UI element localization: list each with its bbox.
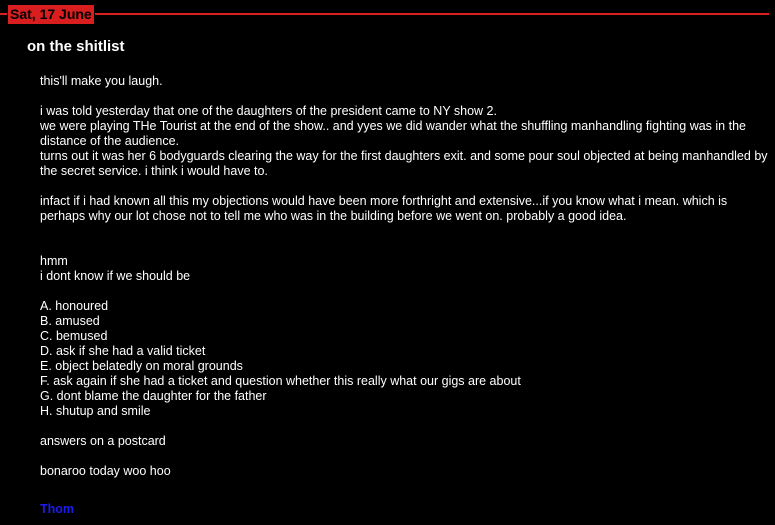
date-header bbox=[0, 4, 775, 24]
post-question: i dont know if we should be bbox=[40, 269, 191, 283]
option-g: G. dont blame the daughter for the father bbox=[40, 389, 267, 403]
option-h: H. shutup and smile bbox=[40, 404, 151, 418]
option-e: E. object belatedly on moral grounds bbox=[40, 359, 243, 373]
author-link[interactable]: Thom bbox=[40, 502, 75, 516]
spacer bbox=[40, 419, 768, 434]
post-paragraph-4: infact if i had known all this my objections would have been more forthright and extensive...if you know what i mean. which is perhaps why our lot chose not to tell me who was in the building before we went on. probably a good idea. bbox=[40, 194, 728, 223]
post-hmm: hmm bbox=[40, 254, 68, 268]
option-f: F. ask again if she had a ticket and question whether this really what our gigs are about bbox=[40, 374, 521, 388]
spacer bbox=[40, 179, 768, 194]
post-paragraph-1: i was told yesterday that one of the daughters of the president came to NY show 2. bbox=[40, 104, 497, 118]
option-d: D. ask if she had a valid ticket bbox=[40, 344, 206, 358]
spacer bbox=[40, 89, 768, 104]
spacer bbox=[40, 224, 768, 254]
post-body bbox=[40, 74, 768, 479]
post-paragraph-2: we were playing THe Tourist at the end of the show.. and yyes we did wander what the shuffling manhandling fighting was in the distance of the audience. bbox=[40, 119, 746, 148]
post-paragraph-3: turns out it was her 6 bodyguards clearing the way for the first daughters exit. and some pour soul objected at being manhandled by the secret service. i think i would have to. bbox=[40, 149, 768, 178]
post-closing: bonaroo today woo hoo bbox=[40, 464, 171, 478]
post-answers: answers on a postcard bbox=[40, 434, 166, 448]
option-b: B. amused bbox=[40, 314, 100, 328]
post-intro: this'll make you laugh. bbox=[40, 74, 163, 88]
date-rule bbox=[0, 13, 769, 15]
option-c: C. bemused bbox=[40, 329, 108, 343]
post-title: on the shitlist bbox=[27, 38, 125, 55]
option-a: A. honoured bbox=[40, 299, 109, 313]
spacer bbox=[40, 284, 768, 299]
post-date: Sat, 17 June bbox=[7, 4, 95, 25]
spacer bbox=[40, 449, 768, 464]
